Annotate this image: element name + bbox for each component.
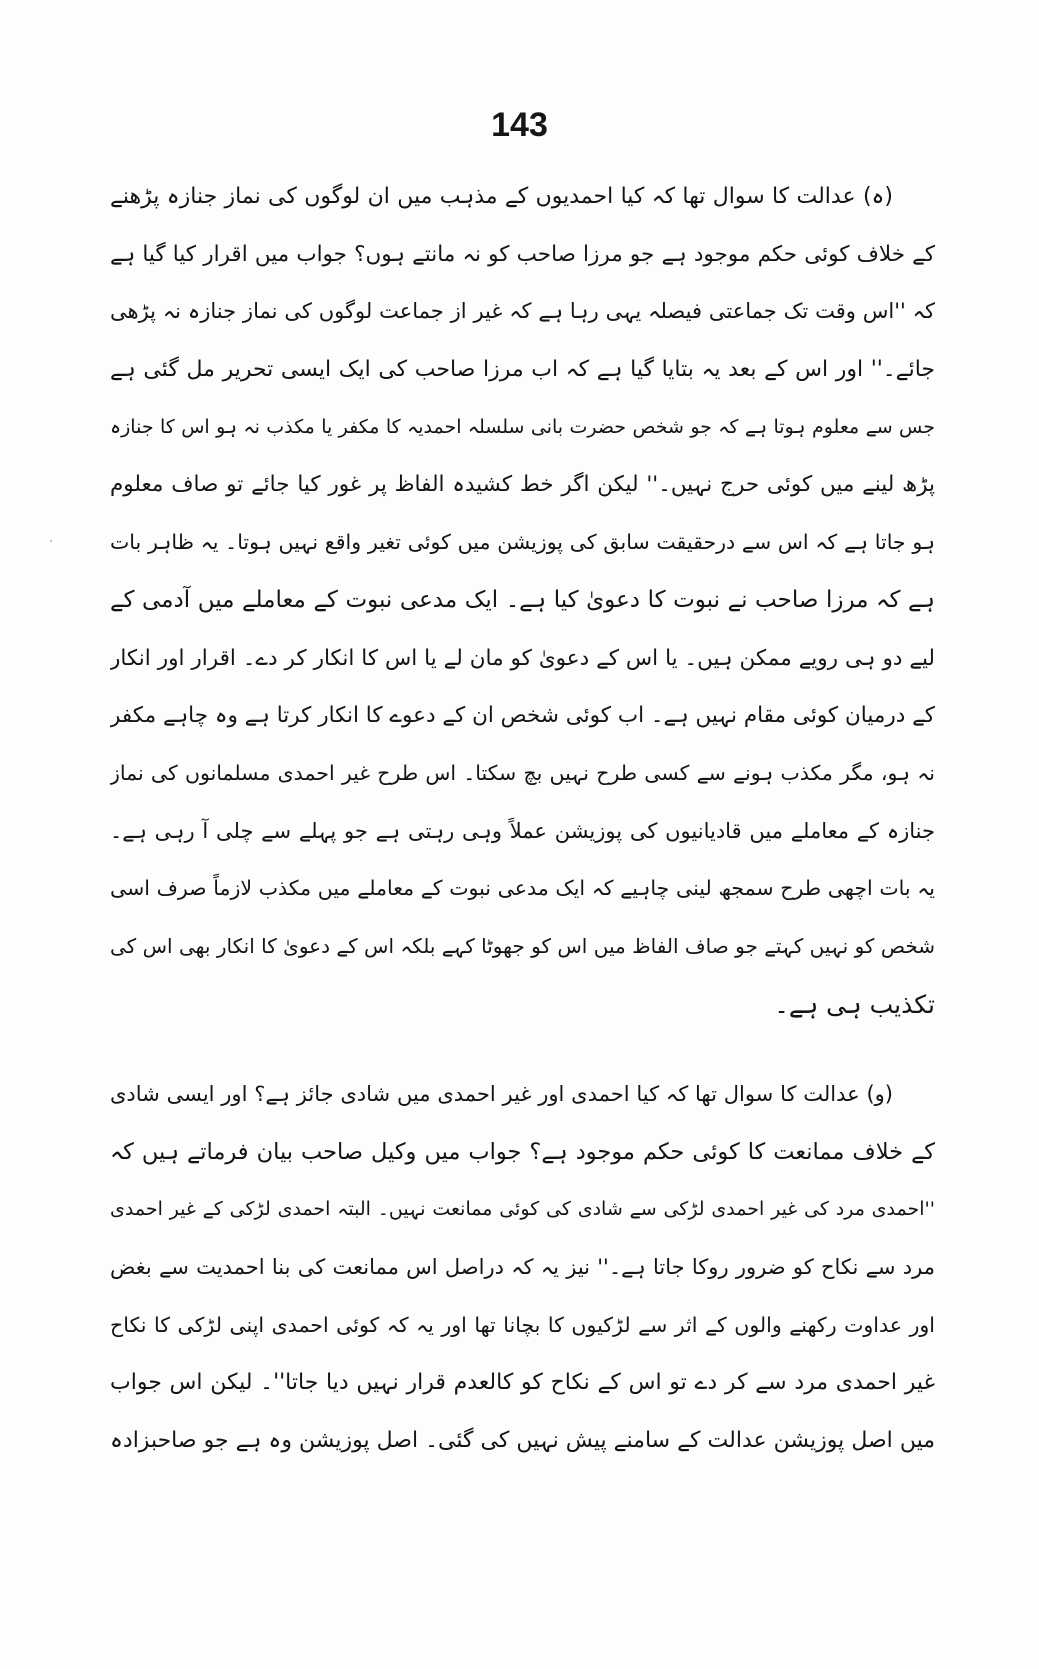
paragraph-e-line-6: پڑھ لینے میں کوئی حرج نہیں۔'' لیکن اگر خط کشیدہ الفاظ پر غور کیا جائے تو صاف معلوم xyxy=(110,472,935,498)
paragraph-w-line-1: (و) عدالت کا سوال تھا کہ کیا احمدی اور غیر احمدی میں شادی جائز ہے؟ اور ایسی شادی xyxy=(110,1082,893,1106)
page-number: 143 xyxy=(491,106,548,144)
paragraph-w-line-4: مرد سے نکاح کو ضرور روکا جاتا ہے۔'' نیز یہ کہ دراصل اس ممانعت کی بنا احمدیت سے بغض xyxy=(110,1255,935,1280)
paragraph-e-line-2: کے خلاف کوئی حکم موجود ہے جو مرزا صاحب کو نہ مانتے ہوں؟ جواب میں اقرار کیا گیا ہے xyxy=(110,241,935,267)
paragraph-e-line-10: کے درمیان کوئی مقام نہیں ہے۔ اب کوئی شخص ان کے دعوے کا انکار کرتا ہے وہ چاہے مکفر xyxy=(110,703,935,729)
paragraph-e-line-15: تکذیب ہی ہے۔ xyxy=(774,989,935,1019)
paragraph-e-line-12: جنازہ کے معاملے میں قادیانیوں کی پوزیشن عملاً وہی رہتی ہے جو پہلے سے چلی آ رہی ہے۔ xyxy=(110,818,935,843)
paragraph-w-line-3: ''احمدی مرد کی غیر احمدی لڑکی سے شادی کی کوئی ممانعت نہیں۔ البتہ احمدی لڑکی کے غیر احمدی xyxy=(110,1198,935,1221)
paragraph-e-line-3: کہ ''اس وقت تک جماعتی فیصلہ یہی رہا ہے کہ غیر از جماعت لوگوں کی نماز جنازہ نہ پڑھی xyxy=(110,299,935,324)
paragraph-e-line-4: جائے۔'' اور اس کے بعد یہ بتایا گیا ہے کہ اب مرزا صاحب کی ایک ایسی تحریر مل گئی ہے xyxy=(110,357,935,383)
paragraph-e-line-5: جس سے معلوم ہوتا ہے کہ جو شخص حضرت بانی سلسلہ احمدیہ کا مکفر یا مکذب نہ ہو اس کا جنازہ xyxy=(110,415,935,438)
paragraph-e-line-9: لیے دو ہی رویے ممکن ہیں۔ یا اس کے دعویٰ کو مان لے یا اس کا انکار کر دے۔ اقرار اور انکار xyxy=(110,645,935,671)
paragraph-e-line-13: یہ بات اچھی طرح سمجھ لینی چاہیے کہ ایک مدعی نبوت کے معاملے میں مکذب لازماً صرف اسی xyxy=(110,876,935,901)
paragraph-e-line-11: نہ ہو، مگر مکذب ہونے سے کسی طرح نہیں بچ سکتا۔ اس طرح غیر احمدی مسلمانوں کی نماز xyxy=(110,760,935,785)
paragraph-w xyxy=(110,1066,935,1470)
paragraph-e-line-14: شخص کو نہیں کہتے جو صاف الفاظ میں اس کو جھوٹا کہے بلکہ اس کے دعویٰ کا انکار بھی اس کی xyxy=(110,933,935,958)
paragraph-e-line-7: ہو جاتا ہے کہ اس سے درحقیقت سابق کی پوزیشن میں کوئی تغیر واقع نہیں ہوتا۔ یہ ظاہر بات xyxy=(110,530,935,555)
paragraph-w-line-2: کے خلاف ممانعت کا کوئی حکم موجود ہے؟ جواب میں وکیل صاحب بیان فرماتے ہیں کہ xyxy=(110,1138,935,1165)
paragraph-e-line-1: (ہ) عدالت کا سوال تھا کہ کیا احمدیوں کے مذہب میں ان لوگوں کی نماز جنازہ پڑھنے xyxy=(110,184,893,209)
paragraph-e xyxy=(110,168,935,1033)
paragraph-e-line-8: ہے کہ مرزا صاحب نے نبوت کا دعویٰ کیا ہے۔ ایک مدعی نبوت کے معاملے میں آدمی کے xyxy=(110,586,935,613)
paragraph-w-line-7: میں اصل پوزیشن عدالت کے سامنے پیش نہیں کی گئی۔ اصل پوزیشن وہ ہے جو صاحبزادہ xyxy=(110,1428,935,1454)
margin-speck xyxy=(50,540,52,542)
paragraph-w-line-6: غیر احمدی مرد سے کر دے تو اس کے نکاح کو کالعدم قرار نہیں دیا جاتا''۔ لیکن اس جواب xyxy=(110,1370,935,1396)
paragraph-w-line-5: اور عداوت رکھنے والوں کے اثر سے لڑکیوں کا بچانا تھا اور یہ کہ کوئی احمدی اپنی لڑکی کا نکاح xyxy=(110,1312,935,1337)
